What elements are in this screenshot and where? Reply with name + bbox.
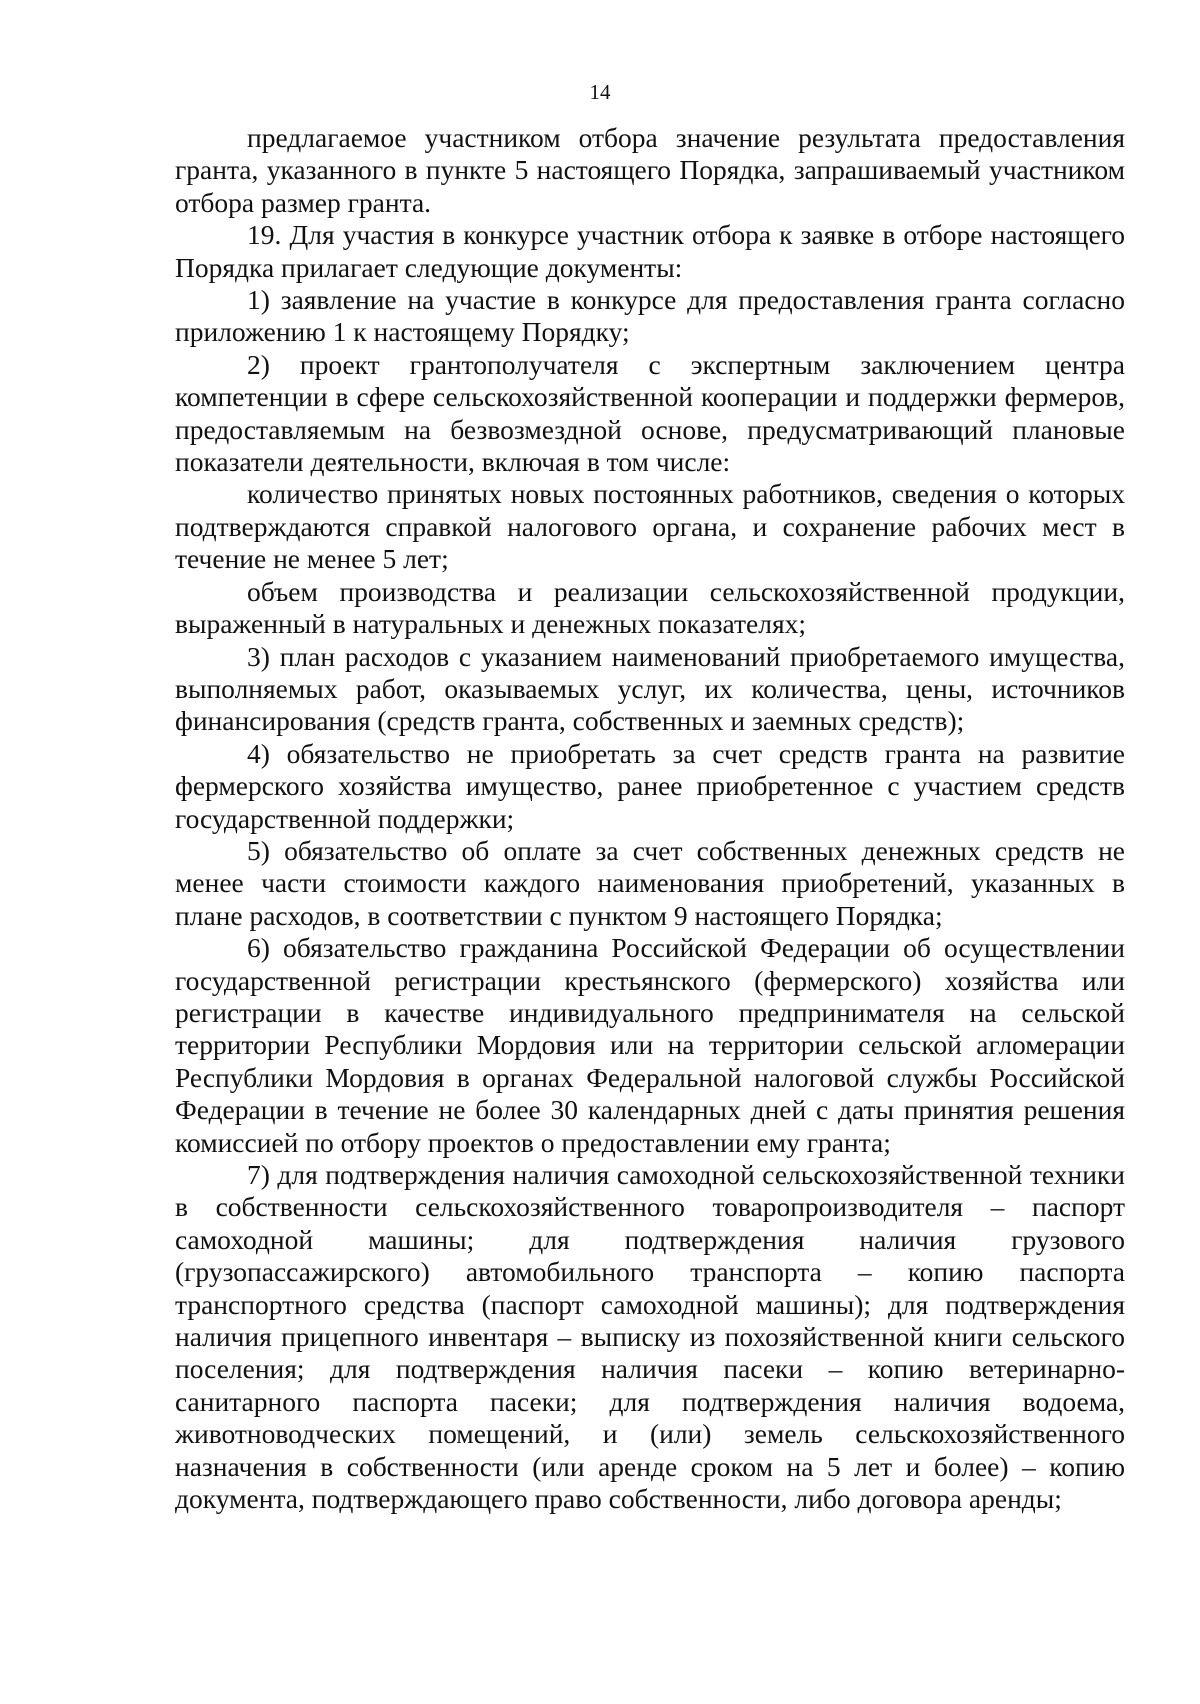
paragraph-subitem-1: 1) заявление на участие в конкурсе для предоставления гранта согласно приложению 1 к настоящему Порядку; <box>175 284 1125 348</box>
paragraph-item-19: 19. Для участия в конкурсе участник отбора к заявке в отборе настоящего Порядка прилагает следующие документы: <box>175 219 1125 283</box>
paragraph-subitem-6: 6) обязательство гражданина Российской Федерации об осуществлении государственной регистрации крестьянского (фермерского) хозяйства или регистрации в качестве индивидуального предпринимателя на сельской территории Республики Мордовия или на территории сельской агломерации Республики Мордовия в органах Федеральной налоговой службы Российской Федерации в течение не более 30 календарных дней с даты принятия решения комиссией по отбору проектов о предоставлении ему гранта; <box>175 932 1125 1158</box>
paragraph-indicator-production: объем производства и реализации сельскохозяйственной продукции, выраженный в натуральных и денежных показателях; <box>175 575 1125 640</box>
paragraph-indicator-workers: количество принятых новых постоянных работников, сведения о которых подтверждаются справкой налогового органа, и сохранение рабочих мест в течение не менее 5 лет; <box>175 478 1125 575</box>
document-body <box>175 122 1125 1515</box>
paragraph-subitem-7: 7) для подтверждения наличия самоходной сельскохозяйственной техники в собственности сельскохозяйственного товаропроизводителя – паспорт самоходной машины; для подтверждения наличия грузового (грузопассажирского) автомобильного транспорта – копию паспорта транспортного средства (паспорт самоходной машины); для подтверждения наличия прицепного инвентаря – выписку из похозяйственной книги сельского поселения; для подтверждения наличия пасеки – копию ветеринарно-санитарного паспорта пасеки; для подтверждения наличия водоема, животноводческих помещений, и (или) земель сельскохозяйственного назначения в собственности (или аренде сроком на 5 лет и более) – копию документа, подтверждающего право собственности, либо договора аренды; <box>175 1159 1125 1515</box>
paragraph-grant-result: предлагаемое участником отбора значение результата предоставления гранта, указанного в пункте 5 настоящего Порядка, запрашиваемый участником отбора размер гранта. <box>175 122 1125 218</box>
paragraph-subitem-3: 3) план расходов с указанием наименований приобретаемого имущества, выполняемых работ, оказываемых услуг, их количества, цены, источников финансирования (средств гранта, собственных и заемных средств); <box>175 640 1125 737</box>
paragraph-subitem-5: 5) обязательство об оплате за счет собственных денежных средств не менее части стоимости каждого наименования приобретений, указанных в плане расходов, в соответствии с пунктом 9 настоящего Порядка; <box>175 834 1125 931</box>
paragraph-subitem-4: 4) обязательство не приобретать за счет средств гранта на развитие фермерского хозяйства имущество, ранее приобретенное с участием средств государственной поддержки; <box>175 737 1125 834</box>
page-number: 14 <box>589 80 611 104</box>
paragraph-subitem-2: 2) проект грантополучателя с экспертным заключением центра компетенции в сфере сельскохозяйственной кооперации и поддержки фермеров, предоставляемым на безвозмездной основе, предусматривающий плановые показатели деятельности, включая в том числе: <box>175 348 1125 478</box>
